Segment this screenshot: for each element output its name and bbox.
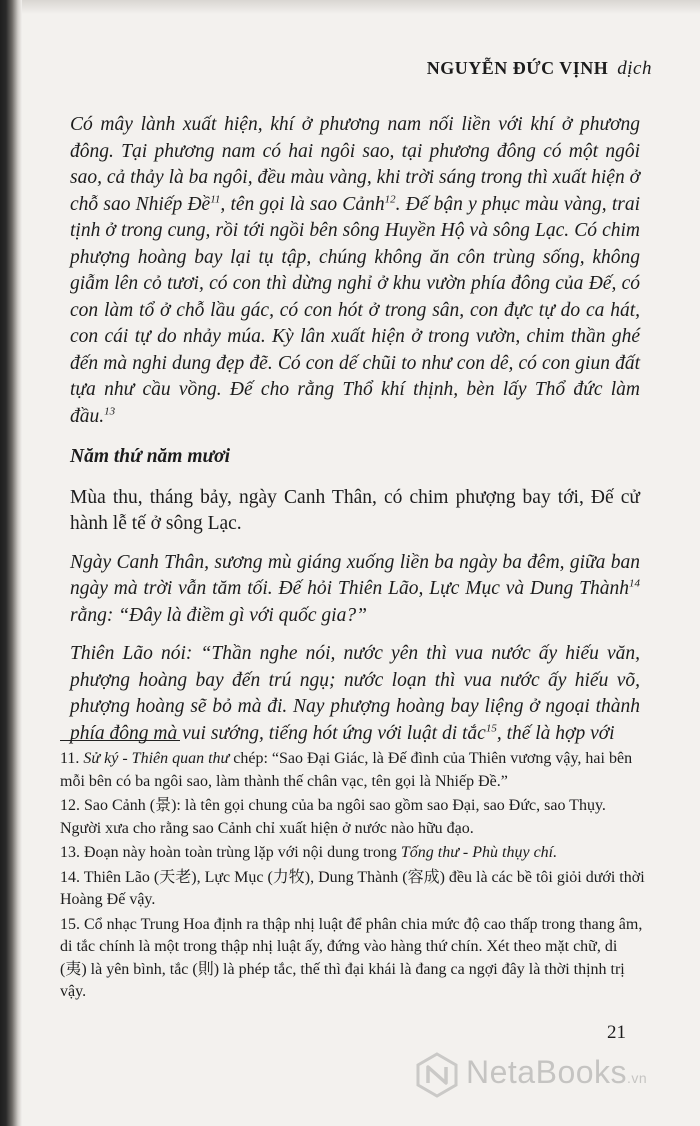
book-spine-edge [0,0,22,1126]
watermark [414,1048,684,1104]
footnote-ref-13: 13 [104,405,116,417]
footnote-separator [60,740,180,741]
footnote-ref-12: 12 [384,193,396,205]
running-header [427,58,652,80]
main-text [70,112,640,747]
paragraph-1: Có mây lành xuất hiện, khí ở phương nam nối liền với khí ở phương đông. Tại phương nam có hai ngôi sao, tại phương đông có một ngôi sao, cả thảy là ba ngôi, đều màu vàng, khi trời sáng trong thì xuất hiện ở chỗ sao Nhiếp Đề$^{11}$, tên gọi là sao Cảnh$^{12}$. Đế bận y phục màu vàng, trai tịnh ở trong cung, rồi tới ngồi bên sông Huyền Hộ và sông Lạc. Có chim phượng hoàng bay lại tụ tập, chúng không ăn côn trùng sống, không giẫm lên cỏ tươi, có con thì dừng nghỉ ở khu vườn phía đông của Đế, có con làm tổ ở chỗ lầu gác, có con hót ở trong sân, con đực tự do ca hát, con cái tự do nhảy múa. Kỳ lân xuất hiện ở trong vườn, chim thần ghé đến mà nghi dung đẹp đẽ. Có con dế chũi to như con dê, có con giun đất tựa như cầu vồng. Đế cho rằng Thổ khí thịnh, bèn lấy Thổ đức làm đầu.$^{13}$ [70,114,641,427]
header-author: NGUYỄN ĐỨC VỊNH [426,58,609,78]
footnote-13: 13. Đoạn này hoàn toàn trùng lặp với nội dung trong Tống thư - Phù thụy chí. [60,844,558,861]
netabooks-logo-icon [414,1052,460,1098]
header-role: dịch [617,58,652,79]
watermark-text: NetaBooks.vn [466,1054,648,1090]
paragraph-3: Ngày Canh Thân, sương mù giáng xuống liền ba ngày ba đêm, giữa ban ngày mà trời vẫn tăm tối. Đế hỏi Thiên Lão, Lực Mục và Dung Thành$^{14}$ rằng: “Đây là điềm gì với quốc gia?” [70,551,640,626]
footnote-12: 12. Sao Cảnh (景): là tên gọi chung của ba ngôi sao gồm sao Đại, sao Đức, sao Thụy. Người xưa cho rằng sao Cảnh chỉ xuất hiện ở nước nào hữu đạo. [60,797,606,837]
footnotes [60,748,646,1006]
footnote-ref-15: 15 [485,722,497,734]
paragraph-2: Mùa thu, tháng bảy, ngày Canh Thân, có chim phượng bay tới, Đế cử hành lễ tế ở sông Lạc. [70,486,640,534]
footnote-ref-11: 11 [210,193,221,205]
section-heading: Năm thứ năm mươi [70,446,231,467]
page-top-shadow [0,0,700,14]
footnote-11: 11. Sử ký - Thiên quan thư chép: “Sao Đại Giác, là Đế đình của Thiên vương vậy, hai bên mỗi bên có ba ngôi sao, làm thành thế chân vạc, tên gọi là Nhiếp Đề.” [60,750,633,790]
footnote-15: 15. Cổ nhạc Trung Hoa định ra thập nhị luật để phân chia mức độ cao thấp trong thang âm, di tắc chính là một trong thập nhị luật ấy, đứng vào hàng thứ chín. Xét theo mặt chữ, di (夷) là yên bình, tắc (則) là phép tắc, thế thì đại khái là đang ca ngợi đây là thời thịnh trị vậy. [60,915,643,1000]
paragraph-4: Thiên Lão nói: “Thần nghe nói, nước yên thì vua nước ấy hiếu văn, phượng hoàng bay đến trú ngụ; nước loạn thì vua nước ấy hiếu võ, phượng hoàng sẽ bỏ mà đi. Nay phượng hoàng bay liệng ở ngoại thành phía đông mà vui sướng, tiếng hót ứng với luật di tắc$^{15}$, thế là hợp với [70,643,640,744]
footnote-ref-14: 14 [629,577,640,590]
page-number: 21 [607,1022,626,1043]
footnote-14: 14. Thiên Lão (天老), Lực Mục (力牧), Dung Thành (容成) đều là các bề tôi giỏi dưới thời Hoàng Đế vậy. [60,868,645,908]
